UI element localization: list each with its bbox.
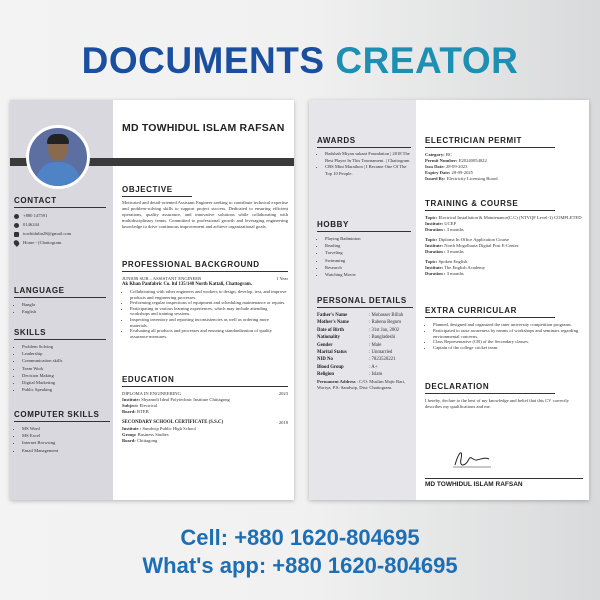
language-item: • English [22, 308, 106, 315]
job-bullet: • Evaluating all products and processes and ensuring standardization of quality assurance measures. [130, 328, 288, 339]
objective-section [122, 185, 288, 230]
signature-name: MD TOWHIDUL ISLAM RAFSAN [425, 478, 583, 488]
skill-item: • Public Speaking [22, 386, 106, 393]
training-topic-label: Topic: [425, 215, 438, 220]
skill-item: • Leadership [22, 350, 106, 357]
hobby-item: • Swimming [325, 257, 411, 264]
edu-value: Shyamoli Ideal Polytechnic Institute Chittagong [141, 397, 230, 402]
edu-value: Sundwip Public High School [142, 426, 196, 431]
phone-icon [14, 214, 19, 219]
training-duration-label: Duration : [425, 271, 446, 276]
computer-skill-item: • MS Excel [22, 432, 110, 439]
location-icon [13, 239, 21, 247]
permit-value: 28-09-2025 [451, 170, 473, 175]
training-duration: 3 months [446, 271, 464, 276]
permit-heading: ELECTRICIAN PERMIT [425, 136, 555, 148]
background-heading: PROFESSIONAL BACKGROUND [122, 260, 288, 272]
awards-section [317, 136, 411, 177]
training-institute: North Mogolbaria Digital Post E-Center. [444, 243, 520, 248]
edu-value: Electrical [139, 403, 158, 408]
personal-value: : A+ [369, 364, 378, 370]
address-key: Permanent Address [317, 378, 356, 384]
job-bullet: • Performing regular inspections of equipment and scheduling maintenance or repairs. [130, 300, 288, 306]
computer-skill-item: • Internet Browsing [22, 439, 110, 446]
edu-value: Chittagong [136, 438, 158, 443]
extra-item: • Participated to raise awareness by means of workshops and seminars regarding environmental concerns. [433, 328, 583, 340]
whatsapp-icon [14, 223, 19, 228]
computer-skills-section [14, 410, 110, 454]
permit-value: E20240054022 [458, 158, 487, 163]
edu-degree: DIPLOMA IN ENGINEERING [122, 391, 181, 396]
training-section [425, 199, 583, 277]
declaration-section [425, 382, 583, 410]
skills-section [14, 328, 106, 393]
job-bullet: • Collaborating with other engineers and workers to design, develop, test, and improve products and engineering processes. [130, 289, 288, 300]
resume-page-1 [10, 100, 294, 500]
extra-item: • Planned, designed and organized the inter university competition programs. [433, 322, 583, 328]
hobby-item: • Playing Badminton [325, 235, 411, 242]
permit-value: 28-09-2023 [445, 164, 468, 169]
job-role: JUNIOR SUB – ASSISTANT ENGINEER [122, 276, 202, 281]
objective-heading: OBJECTIVE [122, 185, 192, 197]
hobby-item: • Watching Movie [325, 271, 411, 278]
hobby-item: • Traveling [325, 249, 411, 256]
whatsapp-contact: What's app: +880 1620-804695 [142, 553, 458, 578]
permit-value: BC [445, 152, 452, 157]
training-duration-label: Duration : [425, 227, 446, 232]
job-bullet: • Participating in various learning experiences, which may include attending workshops and training sessions. [130, 306, 288, 317]
edu-value: Business Studies [137, 432, 169, 437]
permit-section [425, 136, 583, 182]
personal-details-section [317, 296, 413, 392]
hobby-section [317, 220, 411, 278]
signature [449, 445, 493, 471]
contact-phone: +880 147591 [23, 213, 48, 218]
edu-degree: SECONDARY SCHOOL CERTIFICATE (S.S.C) [122, 420, 224, 425]
personal-value: : Bangladeshi [369, 335, 396, 341]
edu-label: Board: [122, 438, 136, 443]
candidate-name: MD TOWHIDUL ISLAM RAFSAN [122, 122, 285, 134]
personal-key: Marital Status [317, 350, 347, 356]
permit-key: Category: [425, 152, 445, 157]
personal-key: Mother's Name [317, 320, 349, 326]
personal-value: : Rahena Begum [369, 320, 401, 326]
contact-section [14, 196, 106, 246]
declaration-text: I hereby, declare to the best of my knowledge and belief that this CV correctly describes my qualifications and me. [425, 398, 569, 409]
extra-item: • Captain of the college cricket team. [433, 345, 583, 351]
language-heading: LANGUAGE [14, 286, 106, 298]
language-item: • Bangla [22, 301, 106, 308]
personal-key: Blood Group [317, 364, 344, 370]
personal-details-heading: PERSONAL DETAILS [317, 296, 413, 308]
extra-item: • Class Representative (CR) of the Secondary classes. [433, 339, 583, 345]
language-section [14, 286, 106, 315]
job-bullet: • Inspecting inventory and reporting inconsistencies as well as ordering more materials. [130, 317, 288, 328]
personal-key: Religion [317, 372, 335, 378]
skills-heading: SKILLS [14, 328, 106, 340]
edu-year: 2018 [278, 420, 288, 425]
background-section [122, 260, 288, 339]
banner-word-documents: DOCUMENTS [81, 40, 325, 81]
permit-value: Electricity Licensing Board [446, 176, 498, 181]
declaration-heading: DECLARATION [425, 382, 555, 394]
edu-label: Group: [122, 432, 137, 437]
education-section [122, 375, 288, 444]
skill-item: • Communication skills [22, 357, 106, 364]
email-icon [14, 232, 19, 237]
personal-key: Father's Name [317, 313, 348, 318]
personal-key: Gender [317, 342, 333, 348]
banner-word-creator: CREATOR [335, 40, 519, 81]
edu-label: Institute: [122, 397, 141, 402]
award-item: • CBS Mini Marathon | I Became One Of The Top 10 People. [325, 164, 411, 177]
training-topic: Diploma In Office Application Course [438, 237, 510, 242]
training-duration-label: Duration : [425, 249, 446, 254]
training-institute: UCEP [444, 221, 457, 226]
personal-key: Nationality [317, 335, 340, 341]
skill-item: • Team Work [22, 365, 106, 372]
personal-key: Date of Birth [317, 327, 344, 333]
permit-key: Issu Date: [425, 164, 445, 169]
personal-value: : Unmarried [369, 350, 393, 356]
extra-curricular-section [425, 306, 583, 351]
edu-year: 2023 [278, 391, 288, 396]
training-topic: Spoken English [438, 259, 468, 264]
hobby-heading: HOBBY [317, 220, 411, 232]
training-heading: TRAINING & COURSE [425, 199, 555, 211]
training-duration: 3 months [446, 227, 464, 232]
extra-heading: EXTRA CURRICULAR [425, 306, 555, 318]
contact-address: Home - (Chattogram. [23, 240, 63, 245]
award-item: • Badshah Miyan sukani Foundation | 2018 The Best Player In This Tournament. | Chattogram [325, 151, 411, 164]
training-institute-label: Institute: [425, 221, 444, 226]
job-company: Ak Khan Panfabric Co. ltd 135/148 North Kattali, Chattogram. [122, 282, 252, 287]
personal-value: : Male [369, 342, 382, 348]
skill-item: • Problem Solving [22, 343, 106, 350]
awards-heading: AWARDS [317, 136, 411, 148]
training-duration: 3 months [446, 249, 464, 254]
personal-value: : Mobasser Billah [369, 313, 404, 318]
edu-label: Board: [122, 409, 136, 414]
training-institute-label: Institute: [425, 243, 444, 248]
computer-skills-heading: COMPUTER SKILLS [14, 410, 110, 422]
contact-heading: CONTACT [14, 196, 106, 208]
cell-contact: Cell: +880 1620-804695 [180, 525, 420, 550]
edu-value: BTEB [136, 409, 149, 414]
edu-label: Institute : [122, 426, 142, 431]
banner-title [0, 40, 600, 82]
personal-value: : 7823520221 [369, 357, 396, 363]
job-duration: 1 Year [276, 276, 288, 281]
education-heading: EDUCATION [122, 375, 288, 387]
personal-value: : Islam [369, 372, 383, 378]
avatar [26, 125, 90, 189]
permit-key: Issued By: [425, 176, 446, 181]
resume-page-2 [309, 100, 589, 500]
training-topic-label: Topic: [425, 259, 438, 264]
permit-key: Expiry Date: [425, 170, 451, 175]
training-topic: Electrical Installation & Maintenance(C.C) (NTVQF Level-1) COMPLETED [438, 215, 582, 220]
training-topic-label: Topic: [425, 237, 438, 242]
training-institute-label: Institute: [425, 265, 444, 270]
computer-skill-item: • Email Management [22, 447, 110, 454]
skill-item: • Decision Making [22, 372, 106, 379]
hobby-item: • Research [325, 264, 411, 271]
contact-whatsapp: 0146244 [23, 222, 40, 227]
address-value: : C/O: Muslim Majir Bari, Woriya, P.S: Sandwip, Dist: Chattogram. [317, 378, 406, 391]
personal-key: NID No [317, 357, 333, 363]
permit-key: Permit Number: [425, 158, 458, 163]
hobby-item: • Reading [325, 242, 411, 249]
training-institute: The English Academy [444, 265, 486, 270]
skill-item: • Digital Marketing [22, 379, 106, 386]
objective-text: Motivated and detail-oriented Assistant Engineer seeking to contribute technical expertise and problem-solving skills to support project success. Dedicated to ensuring efficient operations, quality assurance, and innovative solutions while collaborating with multidisciplinary teams. Committed to professional growth and leveraging engineering knowledge to drive continuous improvement and achieve organizational goals. [122, 200, 288, 229]
computer-skill-item: • MS Word [22, 425, 110, 432]
edu-label: Subject: [122, 403, 139, 408]
contact-email: towhidulin28@gmail.com [23, 231, 72, 236]
personal-value: : 31st Jan, 2002 [369, 327, 400, 333]
